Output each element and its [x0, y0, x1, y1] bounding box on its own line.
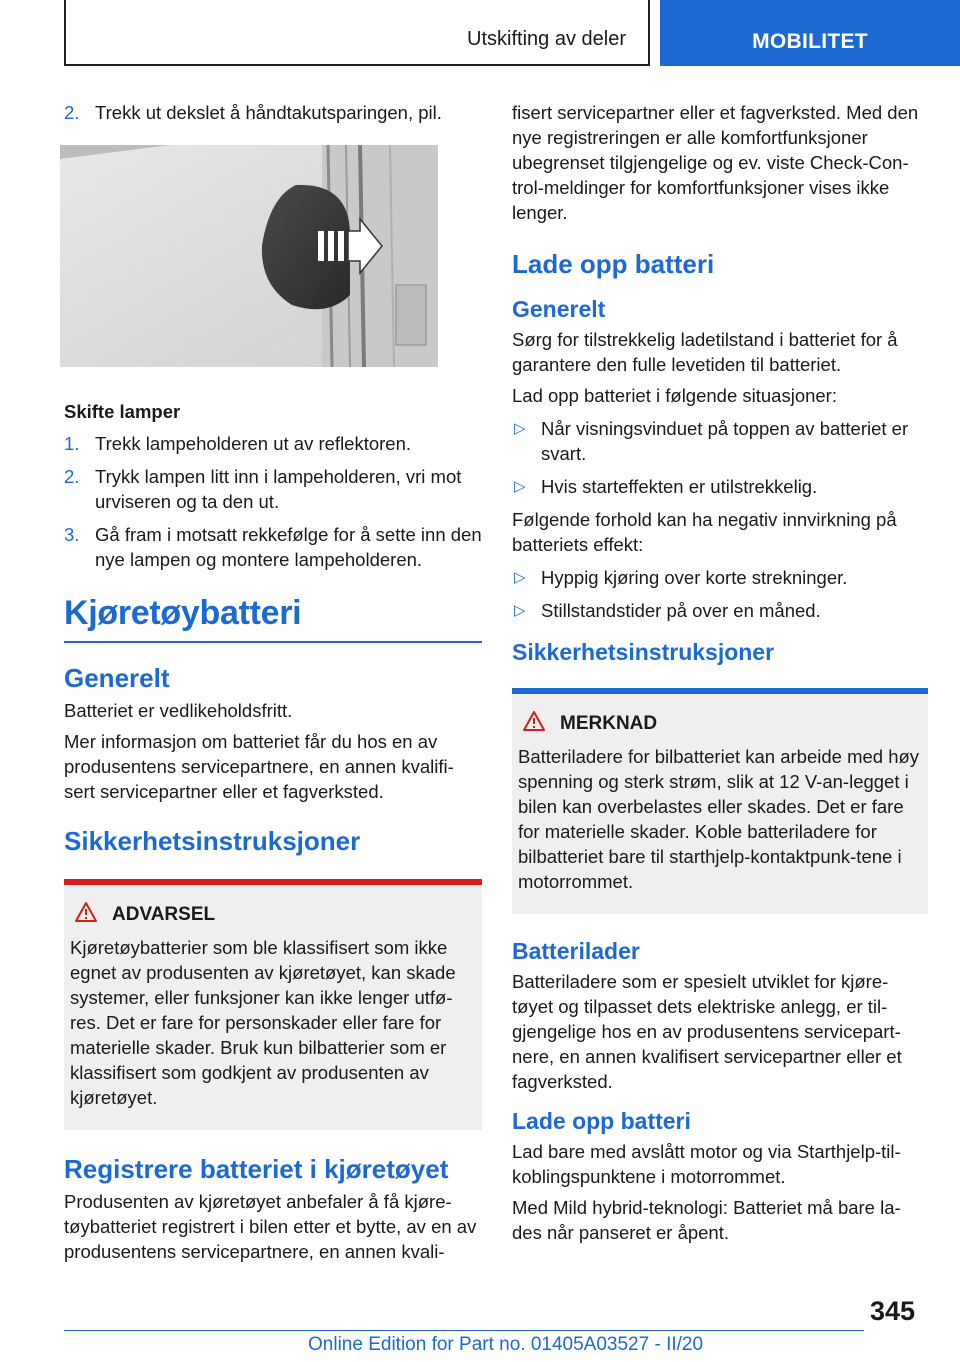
- charge-general-paragraph: Lad opp batteriet i følgende situasjoner:: [512, 385, 837, 406]
- register-paragraph: Produsenten av kjøretøyet anbefaler å få kjøre-tøybatteriet registrert i bilen etter et bytte, av en av produsentens servicepartnere, en annen kvali-: [64, 1191, 477, 1262]
- step-number: 3.: [64, 524, 80, 545]
- bullet-text: Hyppig kjøring over korte strekninger.: [541, 567, 848, 588]
- handle-cover-illustration: [60, 145, 438, 367]
- step-text: Trekk ut dekslet å håndtakutsparingen, pil.: [95, 102, 442, 123]
- lamp-step-list: [64, 431, 482, 572]
- bullet-triangle-icon: ▷: [514, 569, 526, 586]
- charge-title: Lade opp batteri: [512, 249, 715, 279]
- warning-box-text: Kjøretøybatterier som ble klassifisert som ikke egnet av produsenten av kjøretøyet, kan skade systemer, eller funksjoner kan ikke lenger utfø-res. Det er fare for personskader eller fare for materielle skader. Bruk kun bilbatterier som er klassifisert som godkjent av produsenten av kjøretøyet.: [70, 937, 456, 1108]
- list-item: [64, 522, 482, 572]
- bullet-triangle-icon: ▷: [514, 602, 526, 619]
- notice-box-text: Batteriladere for bilbatteriet kan arbeide med høy spenning og sterk strøm, slik at 12 V-an-legget i bilen kan overbelastes eller skades. Det er fare for materielle skader. Koble batteriladere for bilbatteriet bare til starthjelp-kontaktpunk-tene i motorrommet.: [518, 746, 920, 892]
- charge-general-paragraph: Følgende forhold kan ha negativ innvirkning på batteriets effekt:: [512, 509, 897, 555]
- lamps-heading: Skifte lamper: [64, 401, 181, 422]
- general-title: Generelt: [64, 663, 170, 693]
- handle-cover-image: [60, 145, 438, 367]
- list-item: [512, 598, 928, 623]
- charge2-paragraph: Lad bare med avslått motor og via Starthjelp-til-koblingspunktene i motorrommet.: [512, 1141, 901, 1187]
- charge-general-paragraph: Sørg for tilstrekkelig ladetilstand i batteriet for å garantere den fulle levetiden til batteriet.: [512, 329, 898, 375]
- chapter-title: Kjøretøybatteri: [64, 594, 482, 643]
- situation-list: [512, 416, 928, 499]
- footer-divider: [64, 1330, 864, 1331]
- register-title: Registrere batteriet i kjøretøyet: [64, 1154, 449, 1184]
- warning-box: [64, 879, 482, 1130]
- footer-edition: Online Edition for Part no. 01405A03527 - II/20: [308, 1334, 704, 1355]
- step-text: Gå fram i motsatt rekkefølge for å sette inn den nye lampen og montere lampeholderen.: [95, 524, 482, 570]
- bullet-text: Stillstandstider på over en måned.: [541, 600, 821, 621]
- charge-general-title: Generelt: [512, 296, 606, 322]
- bullet-text: Når visningsvinduet på toppen av batteriet er svart.: [541, 418, 909, 464]
- general-paragraph: Batteriet er vedlikeholdsfritt.: [64, 700, 293, 721]
- step-text: Trekk lampeholderen ut av reflektoren.: [95, 433, 412, 454]
- charger-title: Batterilader: [512, 938, 640, 964]
- safety-title: Sikkerhetsinstruksjoner: [64, 826, 361, 856]
- list-item: [512, 565, 928, 590]
- register-paragraph-continued: fisert servicepartner eller et fagverksted. Med den nye registreringen er alle komfortfunksjoner ubegrenset tilgjengelige og ev. viste Check-Con-trol-meldinger for komfortfunksjoner vises ikke lenger.: [512, 102, 919, 223]
- step-list-top: [64, 100, 482, 125]
- list-item: [64, 100, 482, 125]
- notice-box: [512, 688, 928, 914]
- bullet-triangle-icon: ▷: [514, 478, 526, 495]
- bullet-triangle-icon: ▷: [514, 420, 526, 437]
- list-item: [512, 474, 928, 499]
- step-number: 2.: [64, 102, 80, 123]
- step-text: Trykk lampen litt inn i lampeholderen, vri mot urviseren og ta den ut.: [95, 466, 462, 512]
- bullet-text: Hvis starteffekten er utilstrekkelig.: [541, 476, 818, 497]
- warning-box-header: [74, 901, 474, 929]
- header-section-title: Utskifting av deler: [467, 28, 626, 50]
- notice-box-header: [522, 710, 920, 738]
- left-column: [64, 100, 482, 1270]
- header-chapter-tab: MOBILITET: [660, 0, 960, 66]
- header-frame: [64, 0, 650, 66]
- notice-box-label: MERKNAD: [560, 713, 658, 734]
- general-paragraph: Mer informasjon om batteriet får du hos en av produsentens servicepartnere, en annen kvalifi-sert servicepartner eller et fagverksted.: [64, 731, 454, 802]
- charge2-paragraph: Med Mild hybrid-teknologi: Batteriet må bare la-des når panseret er åpent.: [512, 1197, 901, 1243]
- warning-box-label: ADVARSEL: [112, 904, 216, 925]
- step-number: 1.: [64, 433, 80, 454]
- list-item: [512, 416, 928, 466]
- warning-triangle-icon: [74, 901, 98, 929]
- charger-paragraph: Batteriladere som er spesielt utviklet for kjøre-tøyet og tilpasset dets elektriske anlegg, er til-gjengelige hos en av produsentens servicepart-nere, en annen kvalifisert servicepartner eller et fagverksted.: [512, 971, 902, 1092]
- step-number: 2.: [64, 466, 80, 487]
- right-column: [512, 100, 928, 1251]
- list-item: [64, 431, 482, 456]
- condition-list: [512, 565, 928, 623]
- page-number: 345: [870, 1296, 916, 1326]
- charge-safety-title: Sikkerhetsinstruksjoner: [512, 639, 775, 665]
- warning-triangle-icon: [522, 710, 546, 738]
- charge2-title: Lade opp batteri: [512, 1108, 691, 1134]
- list-item: [64, 464, 482, 514]
